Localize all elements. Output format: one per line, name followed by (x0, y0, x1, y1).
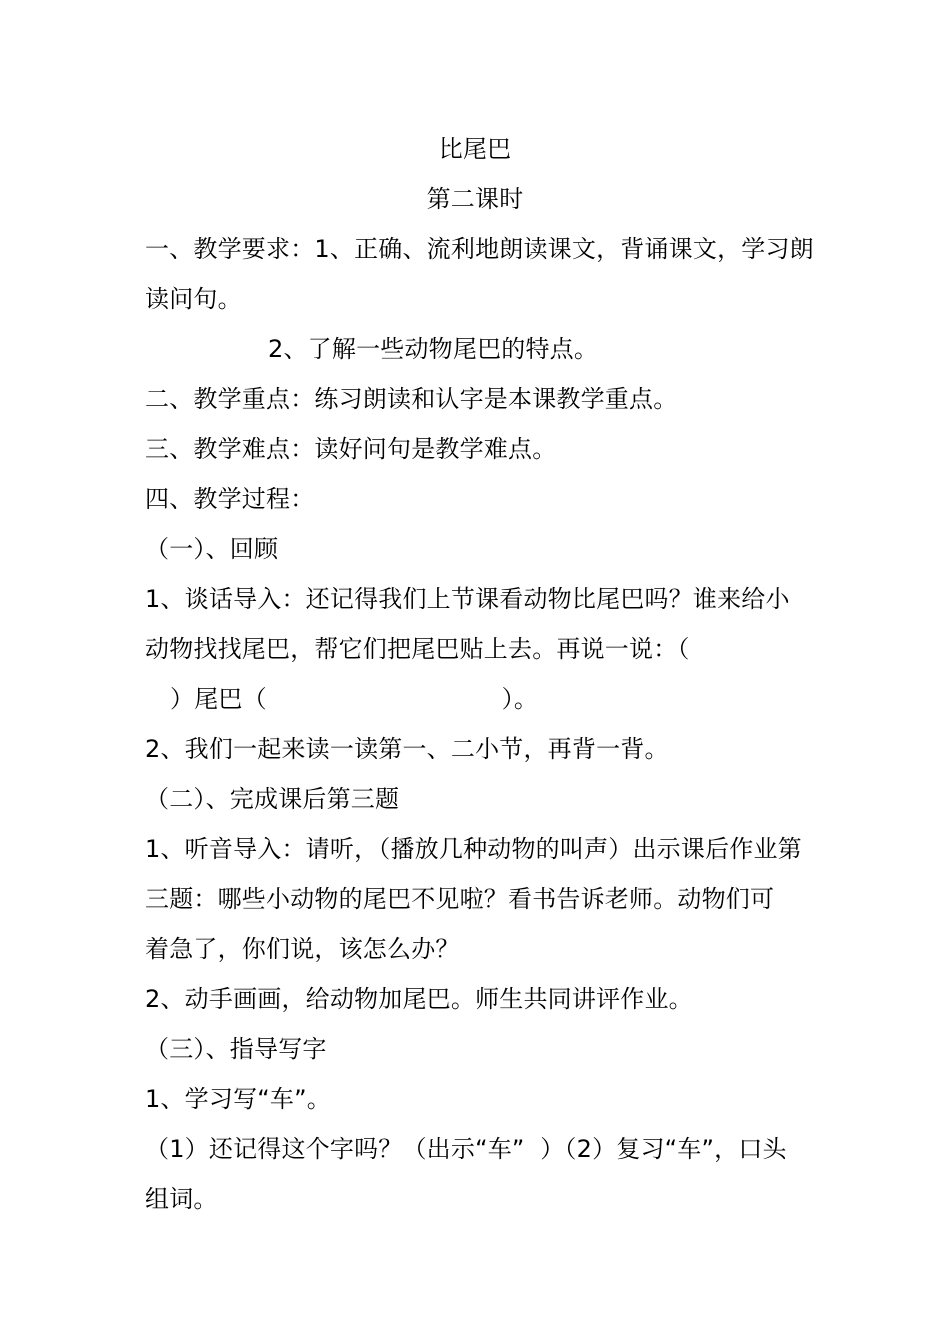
paragraph-line: 一、教学要求：1、正确、流利地朗读课文，背诵课文，学习朗 (145, 235, 814, 263)
paragraph-line: 着急了，你们说，该怎么办？ (145, 935, 460, 963)
section-heading: （二）、完成课后第三题 (145, 785, 400, 813)
doc-title: 比尾巴 (438, 135, 512, 163)
paragraph-line: 动物找找尾巴，帮它们把尾巴贴上去。再说一说：（ (145, 635, 690, 663)
paragraph-line: 二、教学重点：练习朗读和认字是本课教学重点。 (145, 385, 678, 413)
paragraph-line: 三、教学难点：读好问句是教学难点。 (145, 435, 557, 463)
paragraph-line: ）尾巴（ ）。 (170, 685, 539, 713)
paragraph-line: 读问句。 (145, 285, 242, 313)
paragraph-line: 1、听音导入：请听，（播放几种动物的叫声）出示课后作业第 (145, 835, 802, 863)
paragraph-line: 2、我们一起来读一读第一、二小节，再背一背。 (145, 735, 669, 763)
paragraph-line: 2、了解一些动物尾巴的特点。 (268, 335, 599, 363)
paragraph-line: 1、谈话导入：还记得我们上节课看动物比尾巴吗？谁来给小 (145, 585, 790, 613)
section-heading: 四、教学过程： (145, 485, 315, 513)
section-heading: （三）、指导写字 (145, 1035, 327, 1063)
doc-subtitle: 第二课时 (426, 185, 524, 213)
paragraph-line: 1、学习写“车”。 (145, 1085, 331, 1113)
section-heading: （一）、回顾 (145, 535, 279, 563)
paragraph-line: 组词。 (145, 1185, 218, 1213)
paragraph-line: （1）还记得这个字吗？（出示“车” ）（2）复习“车”，口头 (145, 1135, 787, 1163)
paragraph-line: 2、动手画画，给动物加尾巴。师生共同讲评作业。 (145, 985, 693, 1013)
paragraph-line: 三题：哪些小动物的尾巴不见啦？看书告诉老师。动物们可 (145, 885, 775, 913)
